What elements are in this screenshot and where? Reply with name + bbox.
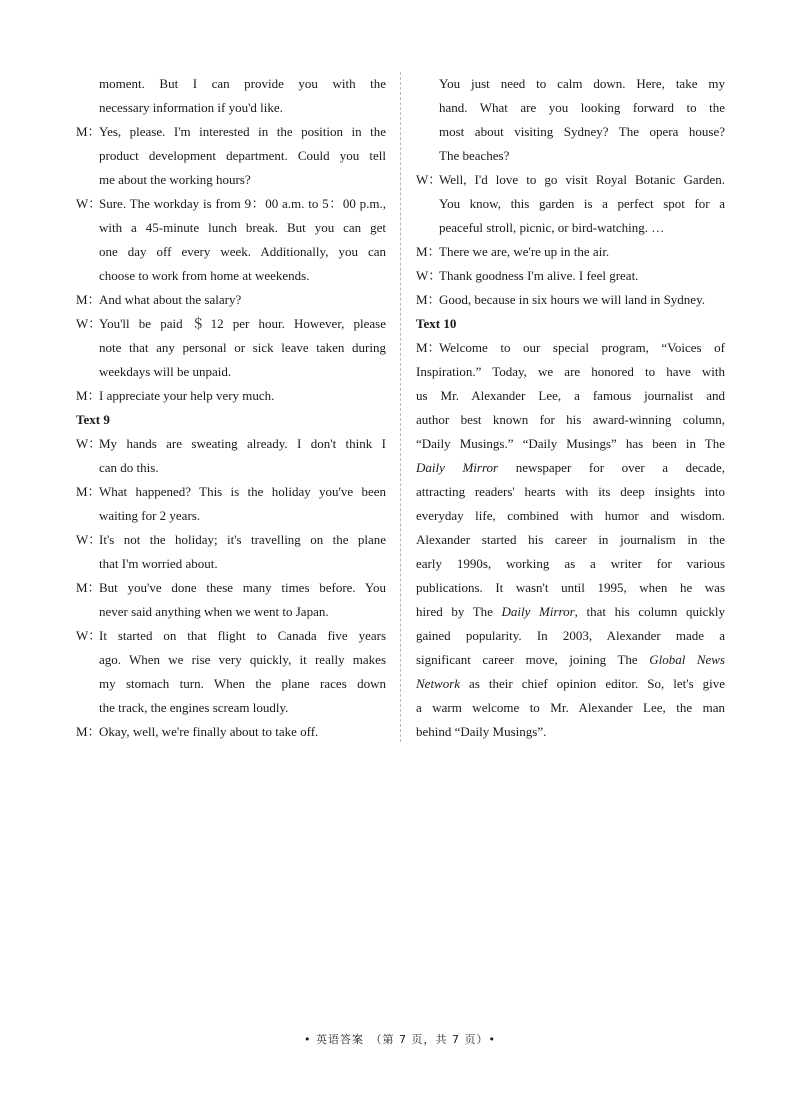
speaker-label: M： — [76, 484, 101, 499]
text-line: publications. It wasn't until 1995, when he was — [416, 580, 725, 595]
text-line: necessary information if you'd like. — [99, 100, 283, 115]
text-line: Inspiration.” Today, we are honored to have with — [416, 364, 725, 379]
utterance — [76, 120, 386, 192]
speaker-label: W： — [76, 628, 102, 643]
network-title: Global News — [649, 652, 725, 667]
speaker-label: W： — [416, 268, 442, 283]
speaker-label: M： — [76, 388, 101, 403]
text-line: peaceful stroll, picnic, or bird-watching. … — [439, 220, 665, 235]
text-line: Daily Mirror newspaper for over a decade, — [416, 460, 725, 475]
text-line: gained popularity. In 2003, Alexander made a — [416, 628, 725, 643]
utterance — [76, 528, 386, 576]
newspaper-title: Daily Mirror — [501, 604, 575, 619]
text-line: Sure. The workday is from 9：00 a.m. to 5：00 p.m., — [99, 196, 386, 211]
text-line: us Mr. Alexander Lee, a famous journalist and — [416, 388, 725, 403]
text-line: It started on that flight to Canada five years — [99, 628, 386, 643]
text-line: waiting for 2 years. — [99, 508, 201, 523]
speaker-label: M： — [76, 124, 101, 139]
text-line: me about the working hours? — [99, 172, 251, 187]
speaker-label: W： — [76, 532, 102, 547]
speaker-label: M： — [76, 724, 101, 739]
utterance — [416, 336, 725, 360]
text-line: You'll be paid ＄12 per hour. However, please — [99, 316, 386, 331]
utterance — [76, 624, 386, 720]
text-line: early 1990s, working as a writer for various — [416, 556, 725, 571]
text-line: Welcome to our special program, “Voices of — [439, 340, 725, 355]
text9-dialogue-cont — [416, 168, 725, 312]
text-line: hand. What are you looking forward to the — [439, 100, 725, 115]
continued-utterance — [76, 72, 386, 120]
column-divider — [400, 72, 401, 742]
speaker-label: M： — [416, 244, 441, 259]
speaker-label: W： — [416, 172, 442, 187]
speaker-label: W： — [76, 196, 102, 211]
text-line: product development department. Could you tell — [99, 148, 386, 163]
text-line: weekdays will be unpaid. — [99, 364, 232, 379]
text-line: Well, I'd love to go visit Royal Botanic Garden. — [439, 172, 725, 187]
text-line: But you've done these many times before. You — [99, 580, 386, 595]
page-footer: • 英语答案 （第 7 页，共 7 页）• — [304, 1033, 496, 1046]
text-line: Yes, please. I'm interested in the position in the — [99, 124, 386, 139]
text-line: most about visiting Sydney? The opera house? — [439, 124, 725, 139]
speaker-label: M： — [416, 292, 441, 307]
text-line: choose to work from home at weekends. — [99, 268, 310, 283]
text-line: significant career move, joining The Global News — [416, 652, 725, 667]
left-column — [76, 72, 386, 744]
text-line: a warm welcome to Mr. Alexander Lee, the man — [416, 700, 725, 715]
text-line: There we are, we're up in the air. — [439, 244, 610, 259]
utterance — [76, 480, 386, 528]
text-line: everyday life, combined with humor and wisdom. — [416, 508, 725, 523]
utterance — [76, 312, 386, 384]
utterance — [416, 264, 725, 288]
speaker-label: M： — [76, 292, 101, 307]
text-line: with a 45-minute lunch break. But you can get — [99, 220, 386, 235]
text9-dialogue — [76, 432, 386, 744]
speaker-label: W： — [76, 436, 102, 451]
text-line: can do this. — [99, 460, 159, 475]
text-line: “Daily Musings.” “Daily Musings” has been in The — [416, 436, 725, 451]
text10-monologue — [416, 336, 725, 744]
text-line: ago. When we rise very quickly, it really makes — [99, 652, 386, 667]
utterance — [76, 432, 386, 480]
newspaper-title: Daily Mirror — [416, 460, 499, 475]
utterance — [416, 288, 725, 312]
speaker-label: M： — [76, 580, 101, 595]
network-title: Network — [416, 676, 461, 691]
right-column — [416, 72, 725, 744]
text-line: that I'm worried about. — [99, 556, 218, 571]
speaker-label: M： — [416, 340, 441, 355]
text-line: note that any personal or sick leave taken during — [99, 340, 386, 355]
text-line: I appreciate your help very much. — [99, 388, 275, 403]
text-line: one day off every week. Additionally, you can — [99, 244, 386, 259]
utterance — [76, 576, 386, 624]
text-line: the track, the engines scream loudly. — [99, 700, 289, 715]
utterance — [76, 192, 386, 288]
text-line: my stomach turn. When the plane races down — [99, 676, 386, 691]
text-line: behind “Daily Musings”. — [416, 724, 547, 739]
speaker-label: W： — [76, 316, 102, 331]
text9-heading: Text 9 — [76, 412, 110, 427]
text-line: Okay, well, we're finally about to take off. — [99, 724, 319, 739]
text-line: The beaches? — [439, 148, 510, 163]
text-line: And what about the salary? — [99, 292, 242, 307]
text-line: attracting readers' hearts with its deep insights into — [416, 484, 725, 499]
text-line: hired by The Daily Mirror, that his column quickly — [416, 604, 725, 619]
text-line: Alexander started his career in journalism in the — [416, 532, 725, 547]
text-line: My hands are sweating already. I don't think I — [99, 436, 386, 451]
text-line: Thank goodness I'm alive. I feel great. — [439, 268, 639, 283]
text-line: moment. But I can provide you with the — [99, 76, 386, 91]
utterance — [76, 720, 386, 744]
continued-utterance — [416, 72, 725, 168]
text-line: You just need to calm down. Here, take my — [439, 76, 725, 91]
text-line: What happened? This is the holiday you've been — [99, 484, 386, 499]
utterance — [76, 288, 386, 312]
utterance — [76, 384, 386, 408]
text-line: never said anything when we went to Japan. — [99, 604, 329, 619]
text10-heading: Text 10 — [416, 316, 457, 331]
text-line: Good, because in six hours we will land in Sydney. — [439, 292, 705, 307]
text-line: Network as their chief opinion editor. So, let's give — [416, 676, 725, 691]
utterance — [416, 240, 725, 264]
text-line: You know, this garden is a perfect spot for a — [439, 196, 725, 211]
text-line: author best known for his award-winning column, — [416, 412, 725, 427]
utterance — [416, 168, 725, 240]
text-line: It's not the holiday; it's travelling on the plane — [99, 532, 386, 547]
text8-dialogue — [76, 120, 386, 408]
